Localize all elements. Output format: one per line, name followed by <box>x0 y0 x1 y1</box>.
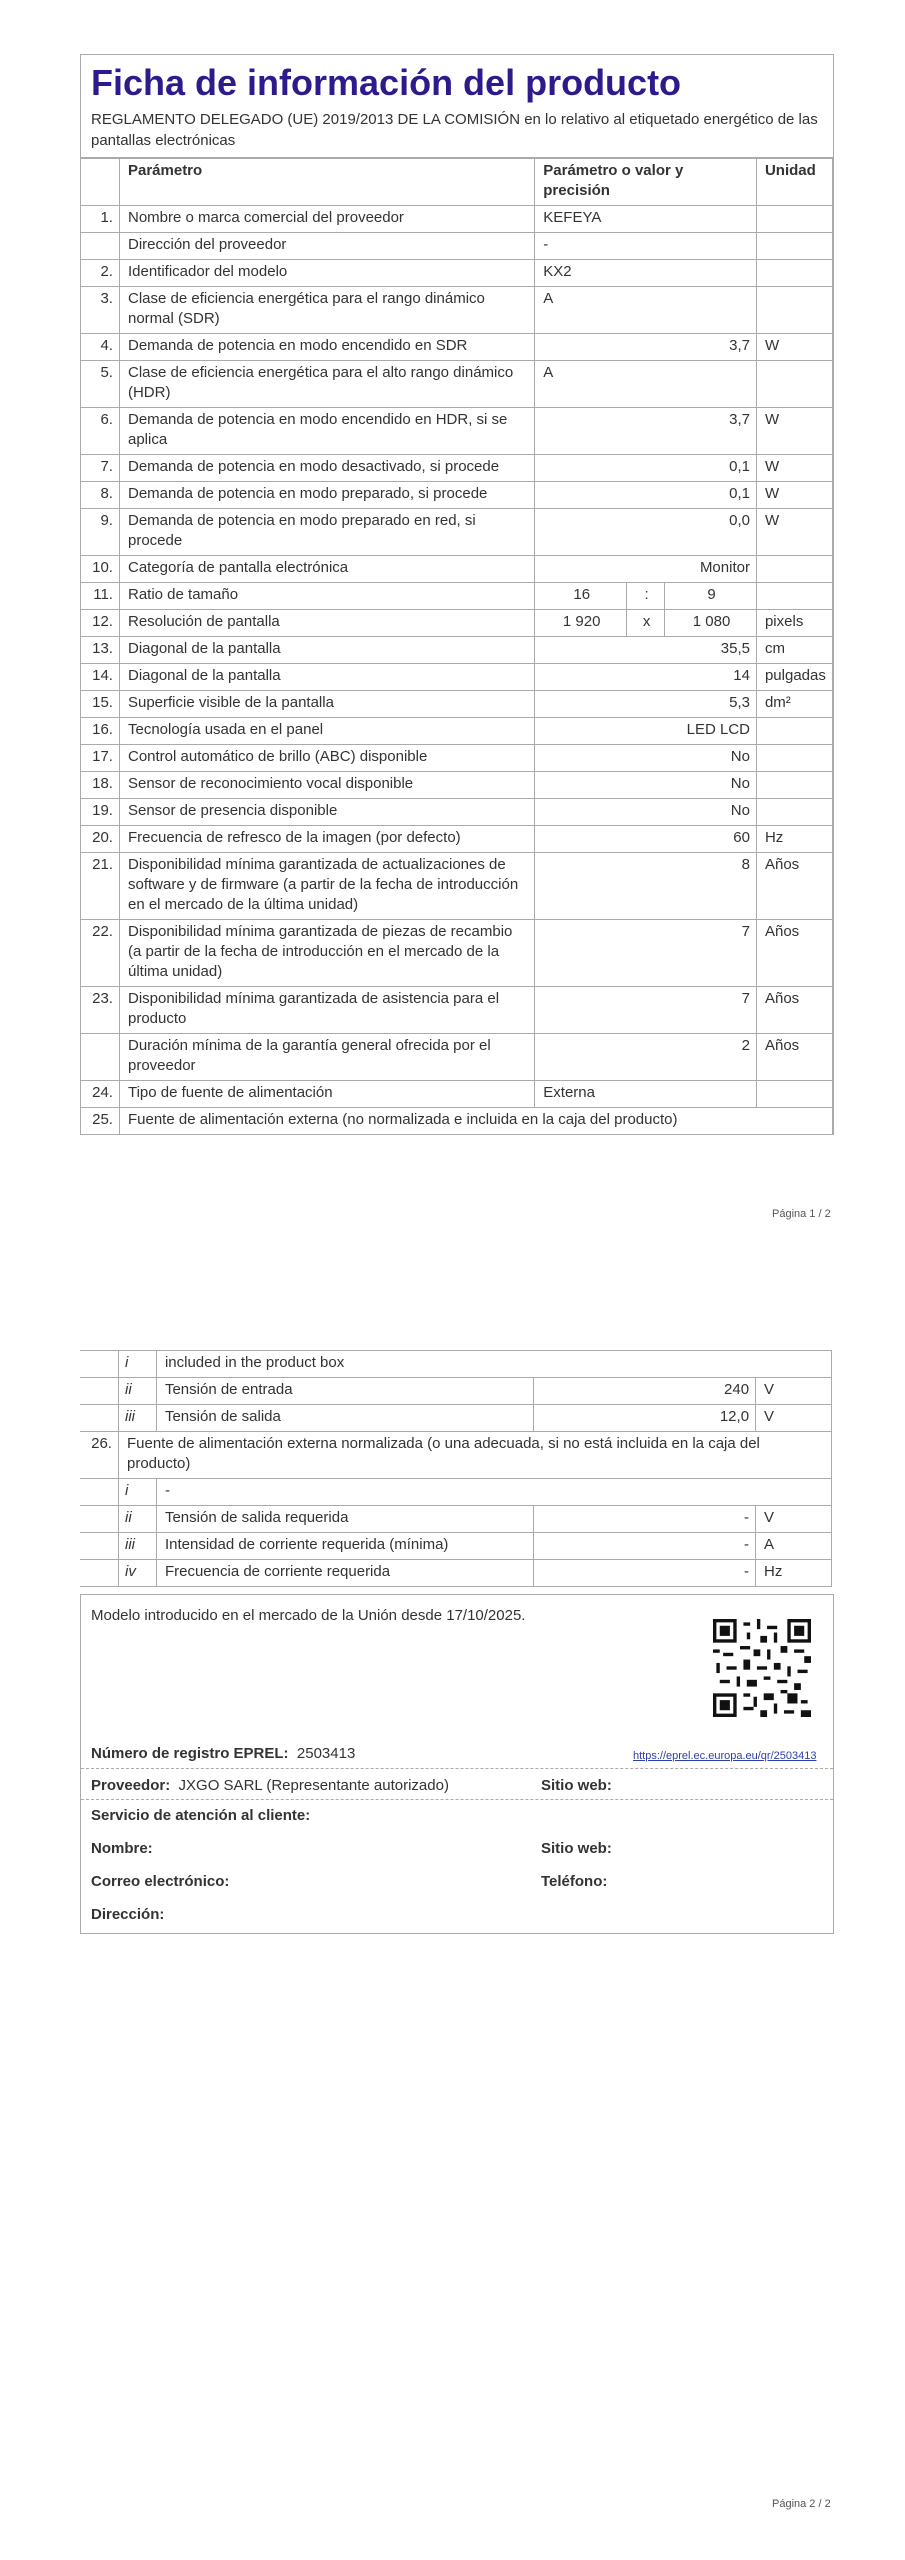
email-label: Correo electrónico: <box>91 1873 230 1890</box>
regulation-subtitle: REGLAMENTO DELEGADO (UE) 2019/2013 DE LA COMISIÓN en lo relativo al etiquetado energético de las pantallas electrónicas <box>81 105 833 158</box>
name-label: Nombre: <box>91 1840 153 1857</box>
table-row: 21. Disponibilidad mínima garantizada de actualizaciones de software y de firmware (a partir de la fecha de introducción en el mercado de la última unidad) 8 Años <box>81 853 833 920</box>
header-param: Parámetro <box>119 159 534 206</box>
table-row: 13. Diagonal de la pantalla 35,5 cm <box>81 637 833 664</box>
table-subrow: ii Tensión de salida requerida - V <box>80 1506 832 1533</box>
table-row: 16. Tecnología usada en el panel LED LCD <box>81 718 833 745</box>
header-unit: Unidad <box>756 159 832 206</box>
phone-label: Teléfono: <box>541 1873 608 1890</box>
eprel-registration <box>91 1745 355 1762</box>
service-website-label: Sitio web: <box>541 1840 612 1857</box>
eprel-number: 2503413 <box>296 1745 356 1762</box>
customer-service-label: Servicio de atención al cliente: <box>91 1807 311 1824</box>
table-body-25 <box>80 1351 832 1432</box>
table-row: 3. Clase de eficiencia energética para el rango dinámico normal (SDR) A <box>81 287 833 334</box>
product-info-sheet-page-2 <box>80 1350 832 1587</box>
table-subrow: i included in the product box <box>80 1351 832 1378</box>
supplier-value: JXGO SARL (Representante autorizado) <box>178 1777 449 1794</box>
table-row: 24. Tipo de fuente de alimentación Externa <box>81 1081 833 1108</box>
table-row: 19. Sensor de presencia disponible No <box>81 799 833 826</box>
table-row: 9. Demanda de potencia en modo preparado en red, si procede 0,0 W <box>81 509 833 556</box>
parameter-table <box>81 158 833 1135</box>
qr-code-icon[interactable] <box>713 1619 811 1717</box>
table-body-2 <box>81 637 833 1108</box>
market-date-text: Modelo introducido en el mercado de la Unión desde 17/10/2025. <box>91 1607 526 1624</box>
parameter-table-continued <box>80 1350 832 1587</box>
table-row: 18. Sensor de reconocimiento vocal disponible No <box>81 772 833 799</box>
table-row: 4. Demanda de potencia en modo encendido en SDR 3,7 W <box>81 334 833 361</box>
table-row: Duración mínima de la garantía general ofrecida por el proveedor 2 Años <box>81 1034 833 1081</box>
table-row: 1. Nombre o marca comercial del proveedor KEFEYA <box>81 206 833 233</box>
table-row: 7. Demanda de potencia en modo desactivado, si procede 0,1 W <box>81 455 833 482</box>
table-row-25: 25. Fuente de alimentación externa (no normalizada e incluida en la caja del producto) <box>81 1108 833 1135</box>
table-row: 20. Frecuencia de refresco de la imagen (por defecto) 60 Hz <box>81 826 833 853</box>
table-row: 22. Disponibilidad mínima garantizada de piezas de recambio (a partir de la fecha de introducción en el mercado de la última unidad) 7 Años <box>81 920 833 987</box>
table-row: 10. Categoría de pantalla electrónica Monitor <box>81 556 833 583</box>
eprel-label: Número de registro EPREL: <box>91 1745 289 1762</box>
supplier-website-label: Sitio web: <box>541 1777 612 1794</box>
table-row: 17. Control automático de brillo (ABC) disponible No <box>81 745 833 772</box>
table-subrow: iv Frecuencia de corriente requerida - Hz <box>80 1560 832 1587</box>
supplier-label: Proveedor: <box>91 1777 171 1794</box>
header-value: Parámetro o valor y precisión <box>535 159 757 206</box>
table-row: 6. Demanda de potencia en modo encendido en HDR, si se aplica 3,7 W <box>81 408 833 455</box>
table-subrow: iii Tensión de salida 12,0 V <box>80 1405 832 1432</box>
table-row: 15. Superficie visible de la pantalla 5,3 dm² <box>81 691 833 718</box>
address-label: Dirección: <box>91 1906 165 1923</box>
table-row: 8. Demanda de potencia en modo preparado, si procede 0,1 W <box>81 482 833 509</box>
page-number: Página 1 / 2 <box>772 1208 831 1220</box>
table-header-row <box>81 159 833 206</box>
table-row: 5. Clase de eficiencia energética para el alto rango dinámico (HDR) A <box>81 361 833 408</box>
page-title: Ficha de información del producto <box>91 62 682 103</box>
table-subrow: ii Tensión de entrada 240 V <box>80 1378 832 1405</box>
page-number-2: Página 2 / 2 <box>772 2498 831 2510</box>
table-row: 14. Diagonal de la pantalla 14 pulgadas <box>81 664 833 691</box>
table-body-1 <box>81 206 833 583</box>
table-row: 23. Disponibilidad mínima garantizada de asistencia para el producto 7 Años <box>81 987 833 1034</box>
eprel-link[interactable]: https://eprel.ec.europa.eu/qr/2503413 <box>633 1750 817 1762</box>
eprel-info-box <box>80 1594 834 1934</box>
table-subrow: i - <box>80 1479 832 1506</box>
supplier <box>91 1777 449 1794</box>
product-info-sheet-page-1 <box>80 54 834 1135</box>
table-body-26 <box>80 1479 832 1587</box>
table-row: Dirección del proveedor - <box>81 233 833 260</box>
table-subrow: iii Intensidad de corriente requerida (mínima) - A <box>80 1533 832 1560</box>
table-row: 12. Resolución de pantalla 1 920 x 1 080 pixels <box>81 610 833 637</box>
table-row-26: 26. Fuente de alimentación externa normalizada (o una adecuada, si no está incluida en la caja del producto) <box>80 1432 832 1479</box>
table-row: 2. Identificador del modelo KX2 <box>81 260 833 287</box>
table-row: 11. Ratio de tamaño 16 : 9 <box>81 583 833 610</box>
